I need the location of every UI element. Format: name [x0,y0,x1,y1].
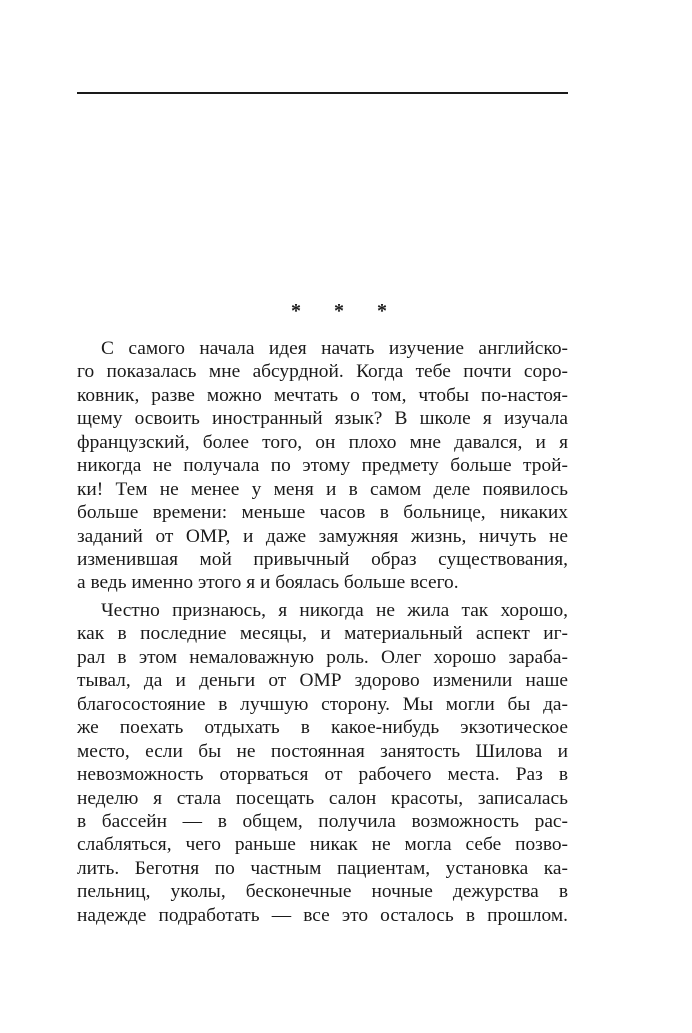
text-line: ковник, разве можно мечтать о том, чтобы по-настоя- [77,384,568,406]
text-line: благосостояние в лучшую сторону. Мы могли бы да- [77,693,568,715]
text-line: пельниц, уколы, бесконечные ночные дежурства в [77,881,568,903]
text-line: больше времени: меньше часов в больнице, никаких [77,502,568,524]
text-line: никогда не получала по этому предмету больше трой- [77,455,568,477]
text-line: рал в этом немаловажную роль. Олег хорошо зараба- [77,646,568,668]
text-line: заданий от ОМР, и даже замужняя жизнь, ничуть не [77,525,568,547]
text-line: С самого начала идея начать изучение английско- [101,338,568,359]
text-line: лить. Беготня по частным пациентам, установка ка- [77,857,568,879]
header-rule [77,92,568,94]
text-line: как в последние месяцы, и материальный аспект иг- [77,623,568,645]
text-line: Честно признаюсь, я никогда не жила так хорошо, [101,600,568,621]
text-block [77,337,568,931]
text-line: в бассейн — в общем, получила возможность рас- [77,810,568,832]
text-line: место, если бы не постоянная занятость Шилова и [77,740,568,762]
text-line: же поехать отдыхать в какое-нибудь экзотическое [77,717,568,739]
text-line: невозможность оторваться от рабочего места. Раз в [77,764,568,786]
text-line: тывал, да и деньги от ОМР здорово изменили наше [77,670,568,692]
text-line: щему освоить иностранный язык? В школе я изучала [77,408,568,430]
text-line: ки! Тем не менее у меня и в самом деле появилось [77,478,568,500]
text-line: изменившая мой привычный образ существования, [77,548,568,570]
text-line: французский, более того, он плохо мне давался, и я [77,431,568,453]
text-line: слабляться, чего раньше никак не могла себе позво- [77,834,568,856]
text-line: го показалась мне абсурдной. Когда тебе почти соро- [77,361,568,383]
text-line: надежде подработать — все это осталось в прошлом. [77,904,568,926]
paragraph-1 [77,337,568,595]
section-separator: * * * [291,300,401,322]
paragraph-2 [77,599,568,927]
text-line: а ведь именно этого я и боялась больше всего. [77,572,459,594]
text-line: неделю я стала посещать салон красоты, записалась [77,787,568,809]
